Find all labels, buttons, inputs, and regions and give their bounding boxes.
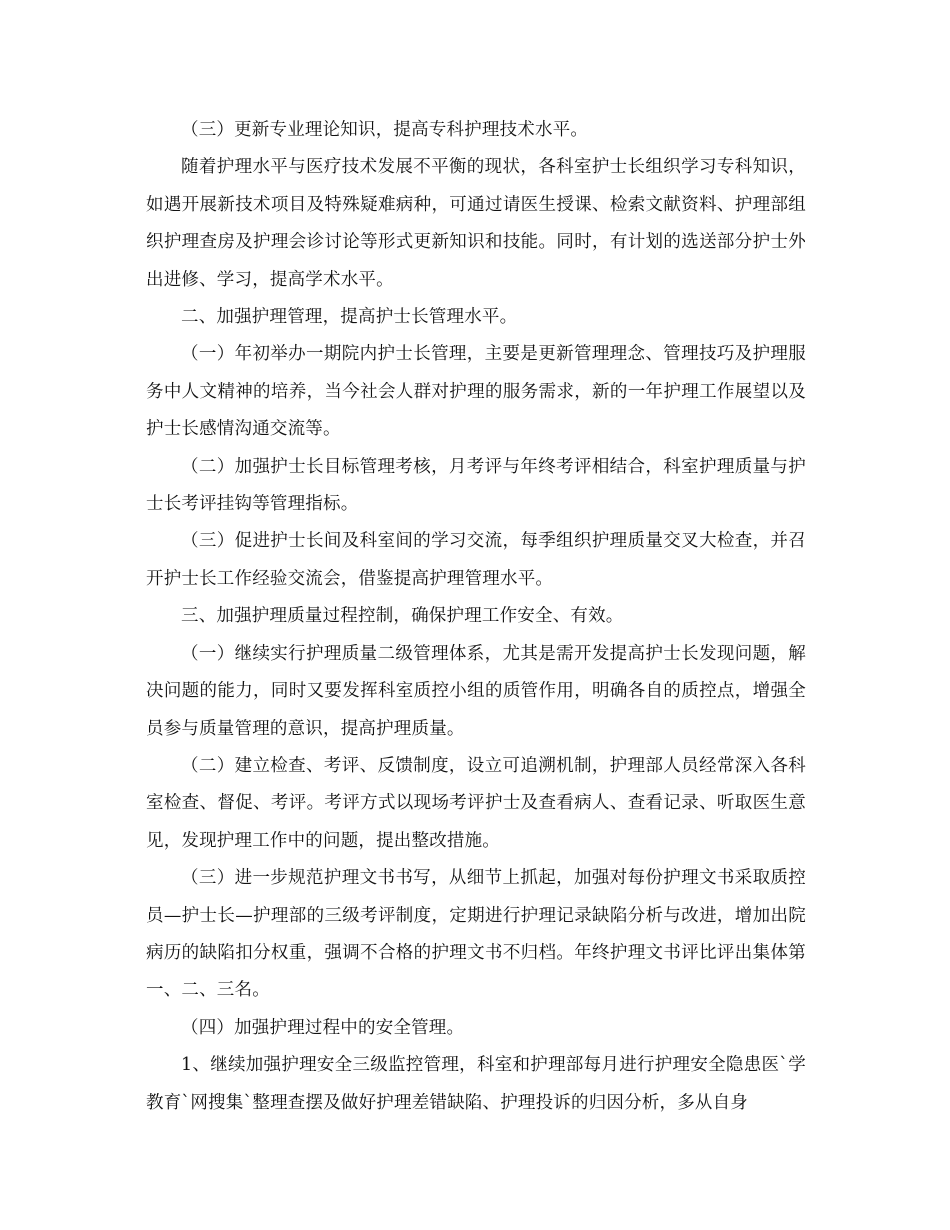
section-heading-management: 二、加强护理管理，提高护士长管理水平。: [181, 307, 518, 328]
paragraph-target-assessment: （二）加强护士长目标管理考核，月考评与年终考评相结合，科室护理质量与护士长考评挂钩等管理指标。: [146, 456, 806, 515]
paragraph-two-level-management: （一）继续实行护理质量二级管理体系，尤其是需开发提高护士长发现问题，解决问题的能力，同时又要发挥科室质控小组的质管作用，明确各自的质控点，增强全员参与质量管理的意识，提高护理质量。: [146, 643, 806, 739]
section-heading-quality-control: 三、加强护理质量过程控制，确保护理工作安全、有效。: [181, 606, 624, 627]
paragraph-heading-update-knowledge: （三）更新专业理论知识，提高专科护理技术水平。: [181, 120, 589, 140]
paragraph-inspection-feedback: （二）建立检查、考评、反馈制度，设立可追溯机制，护理部人员经常深入各科室检查、督促、考评。考评方式以现场考评护士及查看病人、查看记录、听取医生意见，发现护理工作中的问题，提出整改措施。: [146, 755, 806, 851]
paragraph-specialty-learning: 随着护理水平与医疗技术发展不平衡的现状，各科室护士长组织学习专科知识，如遇开展新技术项目及特殊疑难病种，可通过请医生授课、检索文献资料、护理部组织护理查房及护理会诊讨论等形式更新知识和技能。同时，有计划的选送部分护士外出进修、学习，提高学术水平。: [146, 157, 806, 290]
paragraph-exchange: （三）促进护士长间及科室间的学习交流，每季组织护理质量交叉大检查，并召开护士长工作经验交流会，借鉴提高护理管理水平。: [146, 531, 806, 589]
paragraph-head-nurse-training: （一）年初举办一期院内护士长管理，主要是更新管理理念、管理技巧及护理服务中人文精神的培养，当今社会人群对护理的服务需求，新的一年护理工作展望以及护士长感情沟通交流等。: [146, 344, 806, 440]
paragraph-safety-monitoring: 1、继续加强护理安全三级监控管理，科室和护理部每月进行护理安全隐患医`学教育`网搜集`整理查摆及做好护理差错缺陷、护理投诉的归因分析，多从自身: [146, 1055, 806, 1113]
document-body: [146, 112, 806, 1122]
paragraph-documentation: （三）进一步规范护理文书书写，从细节上抓起，加强对每份护理文书采取质控员—护士长—护理部的三级考评制度，定期进行护理记录缺陷分析与改进，增加出院病历的缺陷扣分权重，强调不合格的护理文书不归档。年终护理文书评比评出集体第一、二、三名。: [146, 868, 806, 1001]
paragraph-heading-safety: （四）加强护理过程中的安全管理。: [181, 1017, 465, 1038]
